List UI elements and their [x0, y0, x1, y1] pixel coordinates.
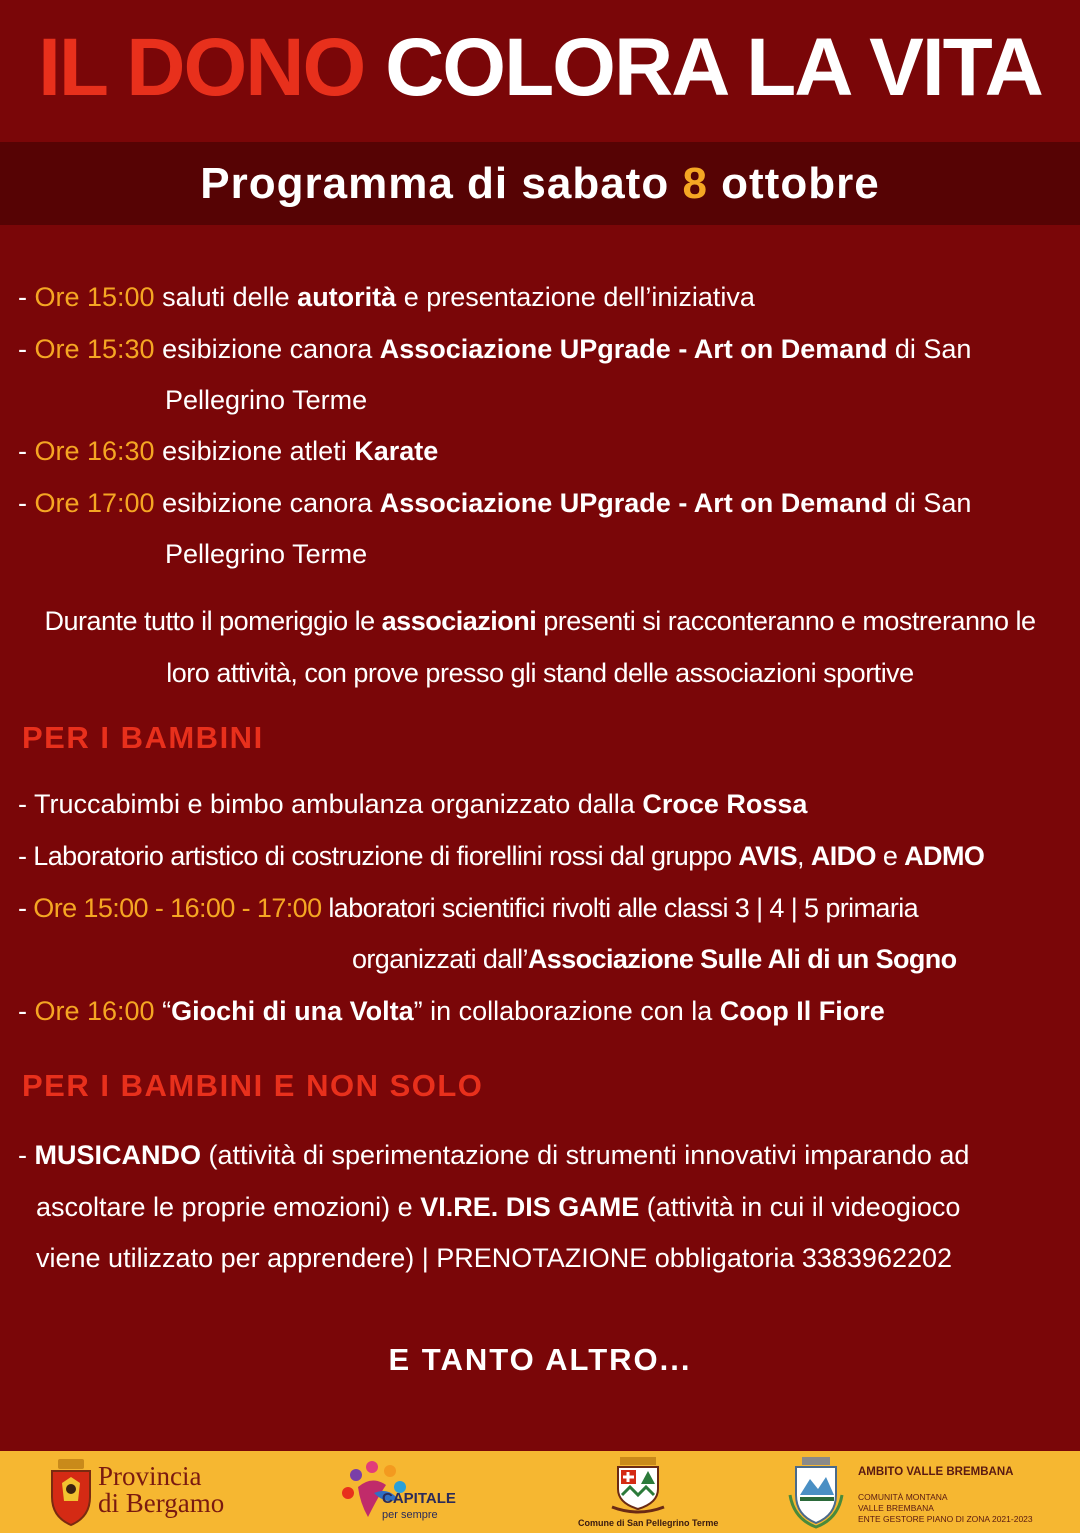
provincia-logo — [46, 1451, 276, 1533]
subtitle-suffix: ottobre — [707, 159, 880, 208]
ambito-line3: ENTE GESTORE PIANO DI ZONA 2021-2023 — [858, 1514, 1033, 1524]
kids-item-continuation: organizzati dall’Associazione Sulle Ali di un Sogno — [352, 944, 957, 974]
schedule-item: - Ore 16:30 esibizione atleti Karate — [18, 436, 439, 466]
schedule-item: - Ore 15:00 saluti delle autorità e presentazione dell’iniziativa — [18, 282, 755, 312]
section-heading-kids: PER I BAMBINI — [22, 720, 264, 755]
ambito-title: AMBITO VALLE BREMBANA — [858, 1466, 1014, 1478]
ambito-line1: COMUNITÀ MONTANA — [858, 1492, 948, 1502]
sponsor-footer — [0, 1451, 1080, 1533]
kids-item: - Ore 15:00 - 16:00 - 17:00 laboratori scientifici rivolti alle classi 3 | 4 | 5 primaria — [18, 893, 919, 923]
closing-text: E TANTO ALTRO... — [388, 1342, 692, 1377]
subtitle-date-number: 8 — [682, 159, 708, 208]
ambito-logo — [788, 1451, 1048, 1533]
capitale-line2: per sempre — [382, 1509, 438, 1521]
kids-more-line: ascoltare le proprie emozioni) e VI.RE. DIS GAME (attività in cui il videogioco — [36, 1192, 961, 1222]
kids-item: - Truccabimbi e bimbo ambulanza organizzato dalla Croce Rossa — [18, 789, 808, 819]
comune-logo — [574, 1451, 719, 1533]
comune-crest-icon — [608, 1455, 668, 1517]
provincia-crest-icon — [48, 1457, 94, 1527]
provincia-line1: Provincia — [98, 1461, 202, 1491]
page-title: IL DONO COLORA LA VITA — [38, 22, 1042, 113]
subtitle-band — [0, 142, 1080, 225]
capitale-line1: CAPITALE — [382, 1490, 456, 1507]
comune-label: Comune di San Pellegrino Terme — [578, 1518, 719, 1528]
schedule-item: - Ore 15:30 esibizione canora Associazione UPgrade - Art on Demand di San — [18, 334, 972, 364]
kids-item: - Ore 16:00 “Giochi di una Volta” in collaborazione con la Coop Il Fiore — [18, 996, 885, 1026]
capitale-logo — [338, 1451, 478, 1533]
schedule-item: - Ore 17:00 esibizione canora Associazione UPgrade - Art on Demand di San — [18, 488, 972, 518]
kids-more-line: - MUSICANDO (attività di sperimentazione di strumenti innovativi imparando ad — [18, 1140, 970, 1170]
ambito-line2: VALLE BREMBANA — [858, 1503, 934, 1513]
provincia-line2: di Bergamo — [98, 1488, 225, 1518]
schedule-item-continuation: Pellegrino Terme — [165, 385, 368, 415]
comunita-montana-crest-icon — [788, 1455, 844, 1529]
kids-more-line: viene utilizzato per apprendere) | PRENOTAZIONE obbligatoria 3383962202 — [36, 1243, 953, 1273]
subtitle-prefix: Programma di sabato — [200, 159, 683, 208]
schedule-item-continuation: Pellegrino Terme — [165, 539, 368, 569]
kids-item: - Laboratorio artistico di costruzione di fiorellini rossi dal gruppo AVIS, AIDO e ADMO — [18, 841, 985, 871]
section-heading-kids-more: PER I BAMBINI E NON SOLO — [22, 1068, 484, 1103]
afternoon-paragraph: Durante tutto il pomeriggio le associazioni presenti si racconteranno e mostreranno le loro attività, con prove presso gli stand delle associazioni sportive — [44, 606, 1036, 688]
